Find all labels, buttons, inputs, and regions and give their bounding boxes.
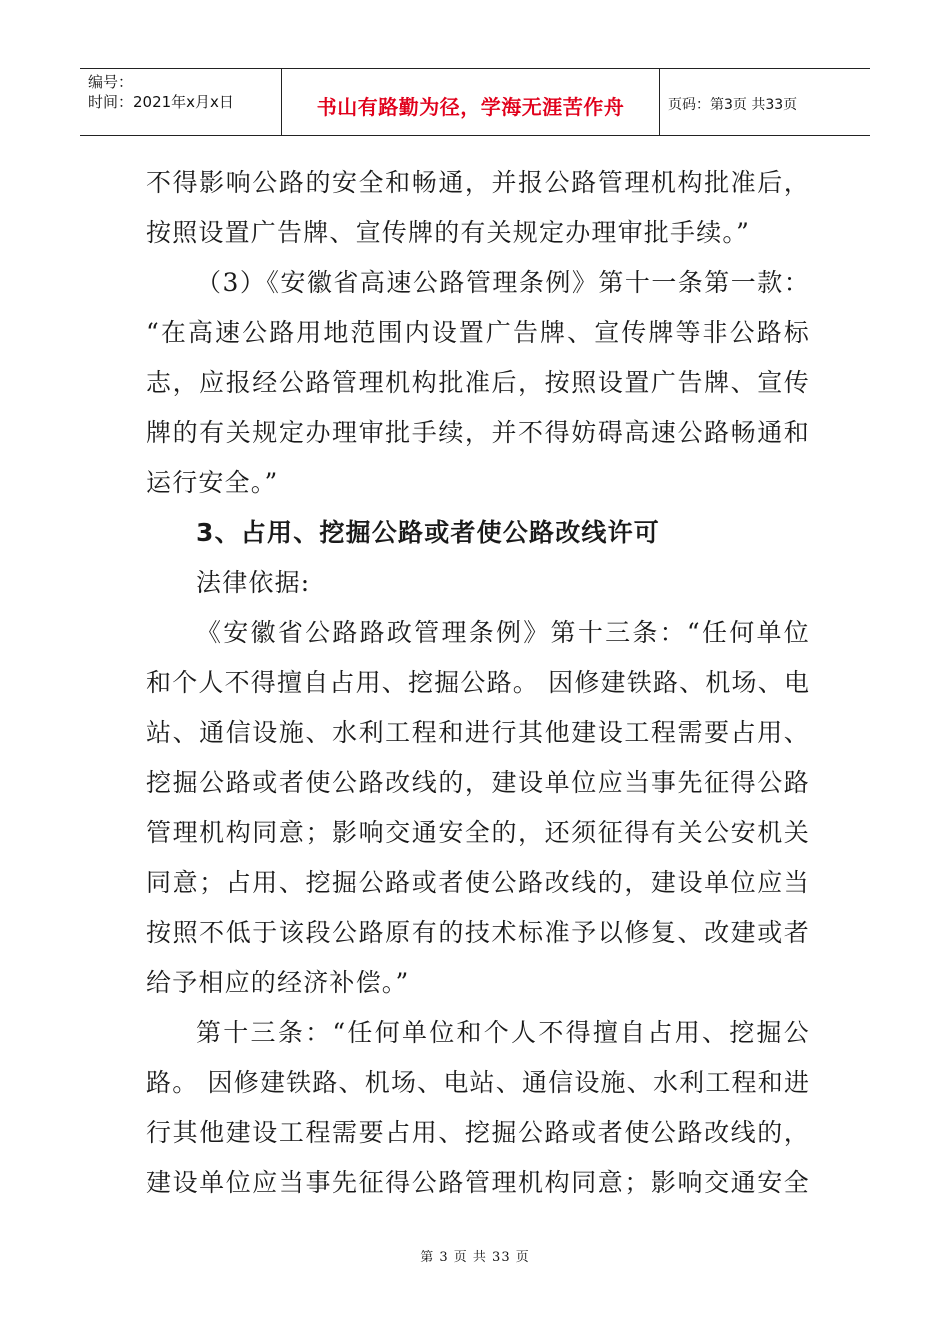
body-line: 按照不低于该段公路原有的技术标准予以修复、改建或者 bbox=[146, 918, 810, 947]
body-line: 管理机构同意；影响交通安全的，还须征得有关公安机关 bbox=[146, 818, 810, 847]
body-line: 挖掘公路或者使公路改线的，建设单位应当事先征得公路 bbox=[146, 768, 810, 797]
header-motto-cell bbox=[282, 69, 660, 135]
body-line: （3）《安徽省高速公路管理条例》第十一条第一款： bbox=[196, 268, 810, 297]
body-line: 按照设置广告牌、宣传牌的有关规定办理审批手续。” bbox=[146, 218, 751, 247]
body-line: 同意；占用、挖掘公路或者使公路改线的，建设单位应当 bbox=[146, 868, 810, 897]
document-number-label: 编号： bbox=[88, 73, 134, 91]
body-line: “在高速公路用地范围内设置广告牌、宣传牌等非公路标 bbox=[146, 318, 810, 347]
section-heading: 3、占用、挖掘公路或者使公路改线许可 bbox=[196, 518, 660, 547]
header-motto: 书山有路勤为径，学海无涯苦作舟 bbox=[316, 95, 625, 119]
body-line: 给予相应的经济补偿。” bbox=[146, 968, 410, 997]
body-line: 第十三条：“任何单位和个人不得擅自占用、挖掘公 bbox=[196, 1018, 810, 1047]
body-line: 法律依据: bbox=[196, 568, 311, 597]
body-line: 行其他建设工程需要占用、挖掘公路或者使公路改线的， bbox=[146, 1118, 810, 1147]
body-line: 《安徽省公路路政管理条例》第十三条：“任何单位 bbox=[196, 618, 810, 647]
document-date-label: 时间：2021年x月x日 bbox=[88, 93, 234, 111]
document-header bbox=[80, 68, 870, 136]
body-line: 牌的有关规定办理审批手续，并不得妨碍高速公路畅通和 bbox=[146, 418, 810, 447]
body-line: 不得影响公路的安全和畅通，并报公路管理机构批准后， bbox=[146, 168, 810, 197]
body-line: 建设单位应当事先征得公路管理机构同意；影响交通安全 bbox=[146, 1168, 810, 1197]
header-page-cell bbox=[660, 69, 870, 135]
body-line: 路。 因修建铁路、机场、电站、通信设施、水利工程和进 bbox=[146, 1068, 811, 1097]
body-line: 运行安全。” bbox=[146, 468, 279, 497]
header-meta-cell bbox=[80, 69, 282, 135]
page-footer: 第 3 页 共 33 页 bbox=[420, 1250, 530, 1265]
body-line: 志，应报经公路管理机构批准后，按照设置广告牌、宣传 bbox=[146, 368, 810, 397]
body-line: 站、通信设施、水利工程和进行其他建设工程需要占用、 bbox=[146, 718, 810, 747]
body-line: 和个人不得擅自占用、挖掘公路。 因修建铁路、机场、电 bbox=[146, 668, 811, 697]
header-page-info: 页码：第3页 共33页 bbox=[668, 97, 798, 113]
